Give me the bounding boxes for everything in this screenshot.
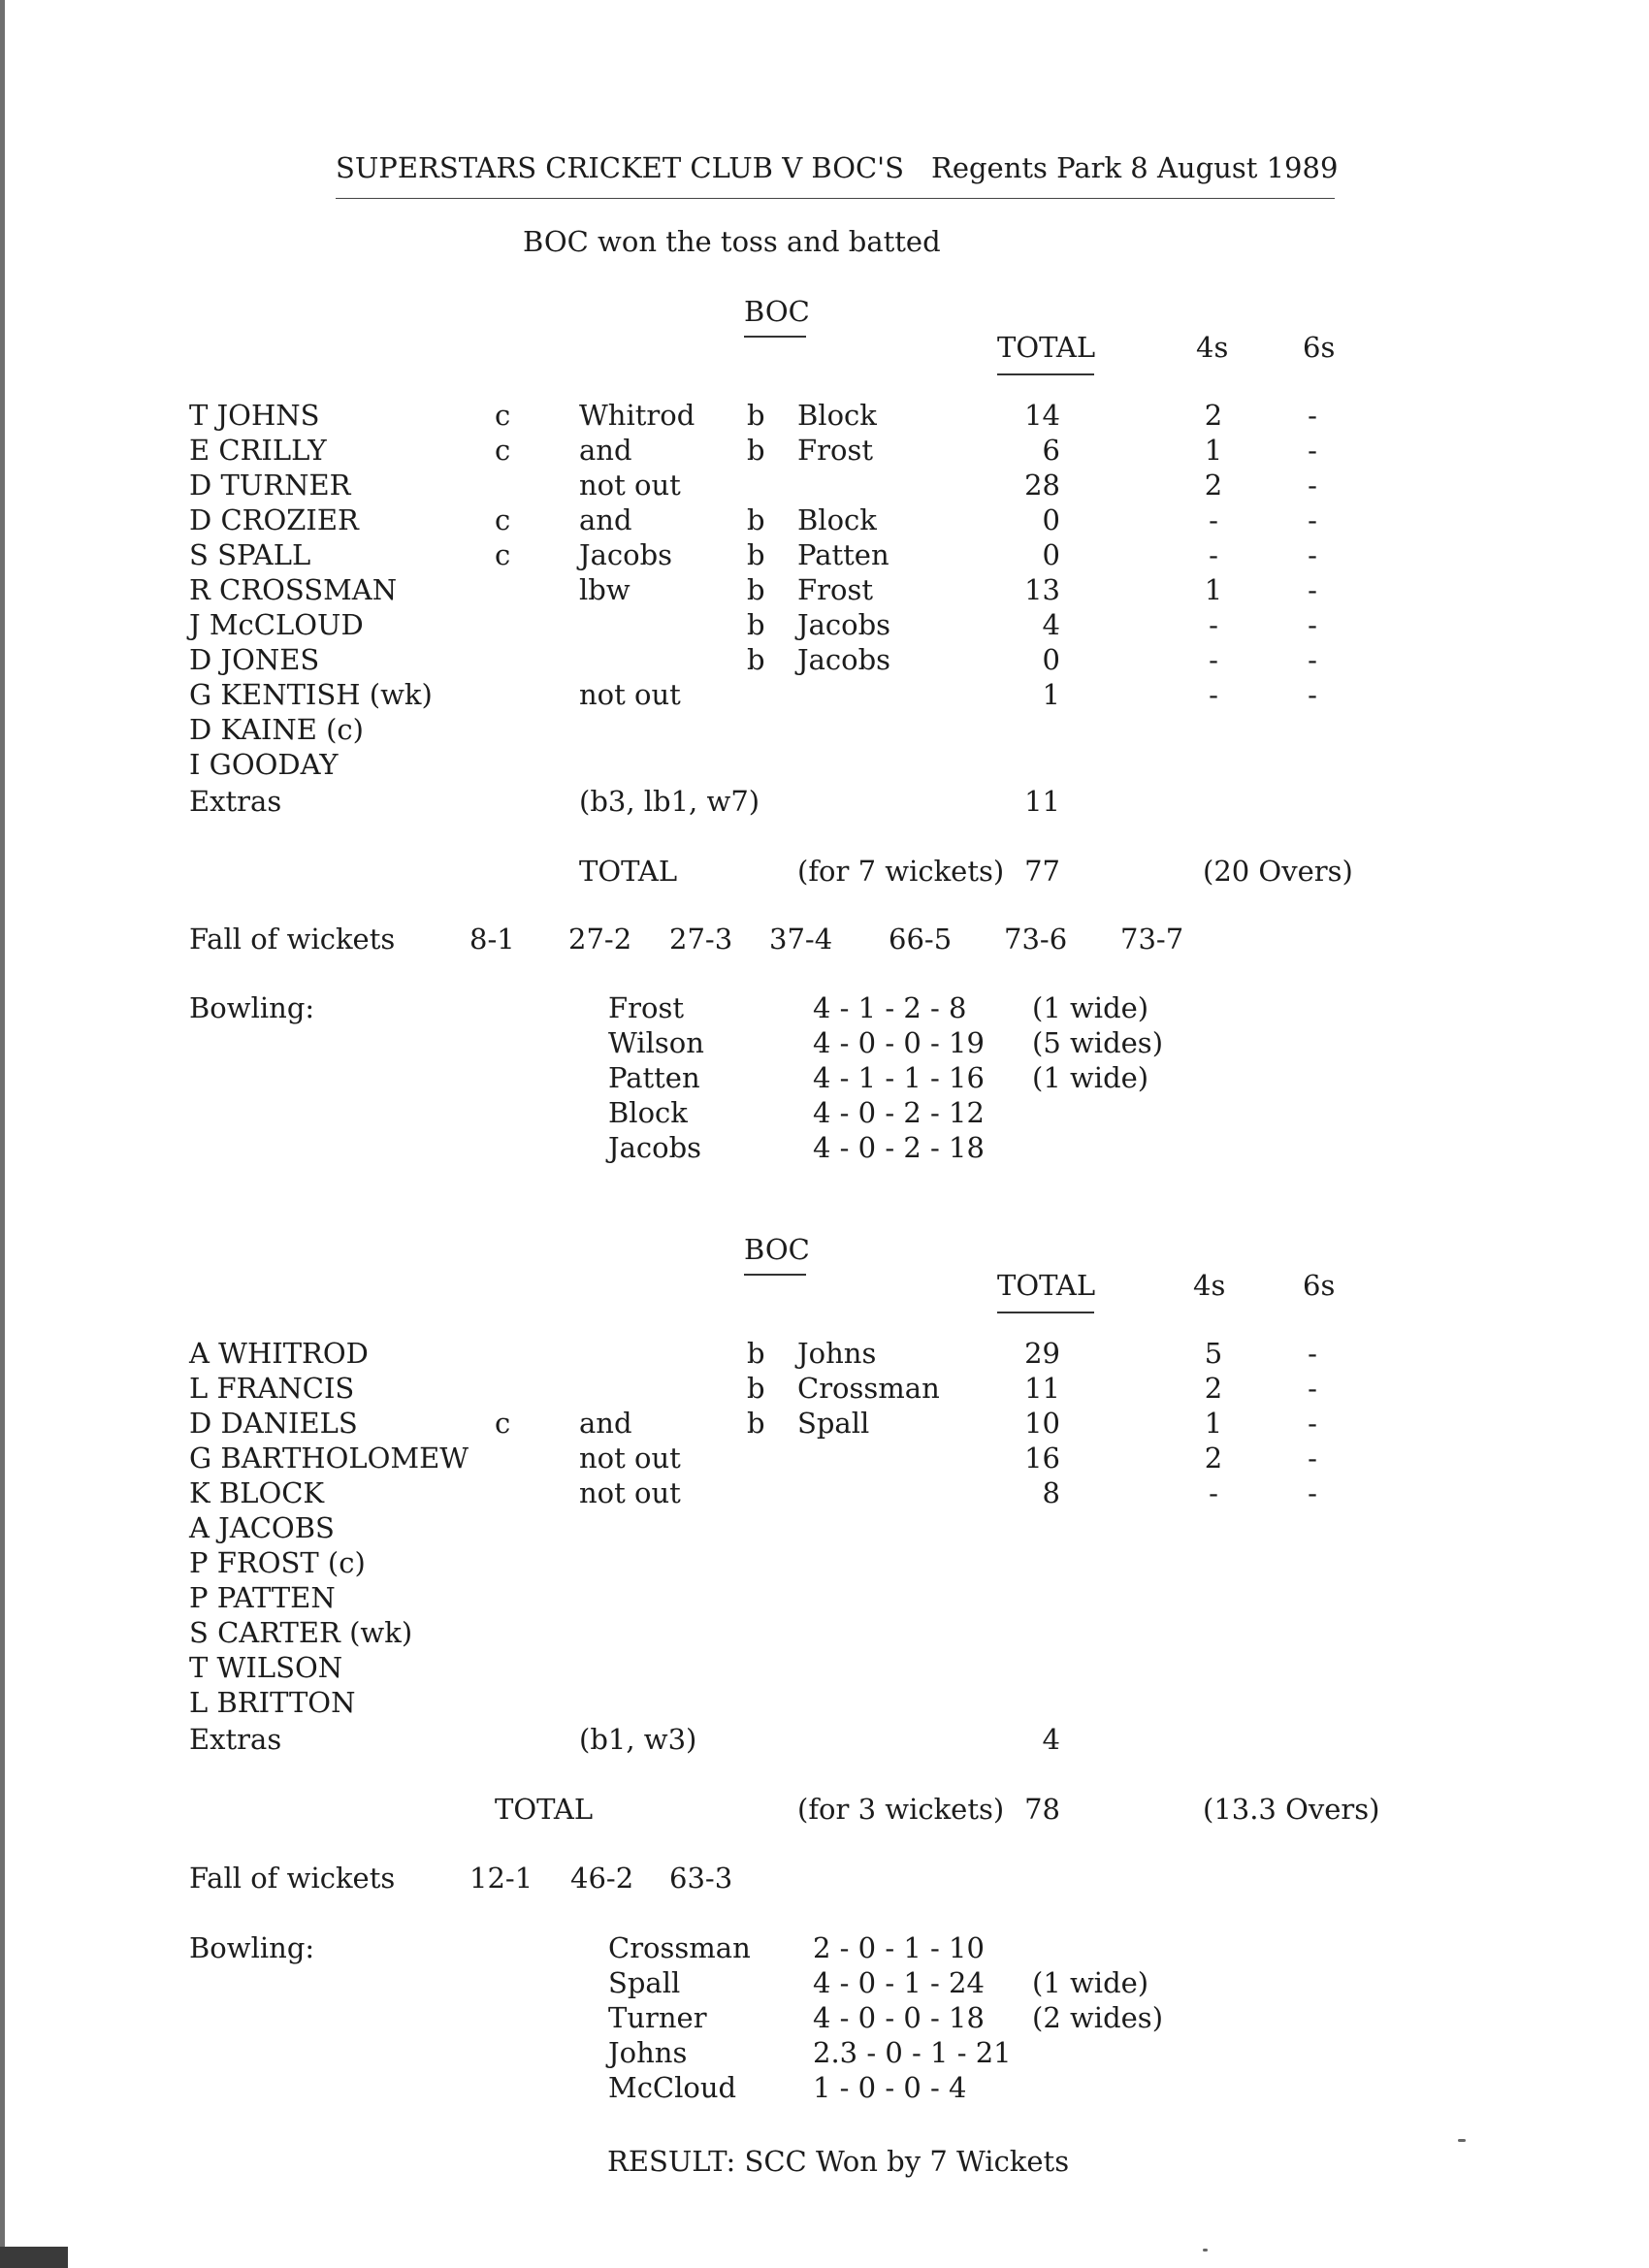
bowler-name: Turner	[608, 2001, 707, 2034]
batsman-fours: -	[1209, 538, 1218, 571]
dismissal-bowler: Block	[797, 503, 877, 536]
batsman-sixes: -	[1308, 678, 1317, 711]
batsman-sixes: -	[1308, 503, 1317, 536]
batsman-fours: -	[1209, 503, 1218, 536]
batsman-sixes: -	[1308, 1372, 1317, 1405]
innings1-extras-runs: 11	[1024, 785, 1060, 818]
fall-of-wicket-entry: 8-1	[469, 923, 515, 956]
dismissal-fielder: not out	[579, 469, 681, 502]
bowler-name: Jacobs	[608, 1131, 702, 1164]
batsman-name: S SPALL	[189, 538, 311, 571]
batsman-runs: 10	[1024, 1407, 1060, 1440]
batsman-runs: 4	[1042, 608, 1060, 641]
batsman-runs: 0	[1042, 503, 1060, 536]
fall-of-wicket-entry: 73-6	[1004, 923, 1068, 956]
batsman-runs: 14	[1024, 399, 1060, 432]
batsman-sixes: -	[1308, 1407, 1317, 1440]
batsman-fours: -	[1209, 678, 1218, 711]
batsman-runs: 0	[1042, 538, 1060, 571]
innings2-total-underline	[997, 1312, 1094, 1313]
dismissal-bowled-marker: b	[747, 573, 765, 606]
batsman-name: T WILSON	[189, 1651, 343, 1684]
batsman-runs: 6	[1042, 434, 1060, 467]
innings2-team: BOC	[744, 1233, 810, 1266]
batsman-name: I GOODAY	[189, 748, 339, 781]
bowler-figures: 1 - 0 - 0 - 4	[813, 2071, 967, 2104]
fall-of-wicket-entry: 63-3	[669, 1862, 733, 1895]
batsman-name: D CROZIER	[189, 503, 359, 536]
batsman-name: E CRILLY	[189, 434, 327, 467]
bowler-figures: 4 - 0 - 1 - 24	[813, 1966, 985, 1999]
fall-of-wicket-entry: 73-7	[1120, 923, 1184, 956]
dismissal-fielder: not out	[579, 1442, 681, 1474]
batsman-name: P FROST (c)	[189, 1546, 366, 1579]
innings2-total-overs: (13.3 Overs)	[1203, 1793, 1380, 1826]
innings1-extras-label: Extras	[189, 785, 282, 818]
dismissal-bowler: Crossman	[797, 1372, 940, 1405]
dismissal-bowled-marker: b	[747, 503, 765, 536]
batsman-runs: 8	[1042, 1476, 1060, 1509]
bowler-name: Wilson	[608, 1026, 704, 1059]
innings2-fow-label: Fall of wickets	[189, 1862, 396, 1895]
bowler-name: Patten	[608, 1061, 700, 1094]
batsman-fours: 2	[1204, 1372, 1223, 1405]
bowler-name: Frost	[608, 991, 684, 1024]
innings1-total-header: TOTAL	[997, 331, 1096, 364]
batsman-fours: -	[1209, 608, 1218, 641]
bowler-figures: 2 - 0 - 1 - 10	[813, 1931, 985, 1964]
dismissal-bowled-marker: b	[747, 1407, 765, 1440]
batsman-name: A JACOBS	[189, 1511, 335, 1544]
dismissal-bowler: Block	[797, 399, 877, 432]
dismissal-bowled-marker: b	[747, 399, 765, 432]
dismissal-fielder: and	[579, 1407, 632, 1440]
dismissal-fielder: lbw	[579, 573, 630, 606]
innings1-fow-label: Fall of wickets	[189, 923, 396, 956]
innings1-total-underline	[997, 373, 1094, 375]
dismissal-caught-marker: c	[495, 399, 511, 432]
dismissal-bowler: Patten	[797, 538, 889, 571]
bowler-wides-note: (1 wide)	[1032, 1966, 1149, 1999]
batsman-name: A WHITROD	[189, 1337, 369, 1370]
bowler-name: Block	[608, 1096, 688, 1129]
batsman-fours: -	[1209, 1476, 1218, 1509]
venue-date: Regents Park 8 August 1989	[931, 151, 1339, 184]
match-title: SUPERSTARS CRICKET CLUB V BOC'S	[336, 151, 905, 184]
fall-of-wicket-entry: 27-2	[568, 923, 632, 956]
scan-speck	[1458, 2139, 1466, 2142]
innings1-total-overs: (20 Overs)	[1203, 855, 1353, 888]
dismissal-bowler: Frost	[797, 573, 873, 606]
batsman-runs: 1	[1042, 678, 1060, 711]
batsman-name: L BRITTON	[189, 1686, 356, 1719]
innings2-total-wickets: (for 3 wickets)	[797, 1793, 1005, 1826]
batsman-sixes: -	[1308, 434, 1317, 467]
toss-note: BOC won the toss and batted	[523, 225, 941, 258]
header-rule	[336, 198, 1335, 199]
batsman-name: D TURNER	[189, 469, 351, 502]
innings1-sixes-header: 6s	[1303, 331, 1336, 364]
scan-corner-shadow	[0, 2247, 68, 2268]
batsman-name: K BLOCK	[189, 1476, 325, 1509]
batsman-sixes: -	[1308, 608, 1317, 641]
fall-of-wicket-entry: 66-5	[889, 923, 953, 956]
batsman-runs: 11	[1024, 1372, 1060, 1405]
batsman-fours: 1	[1204, 573, 1223, 606]
dismissal-bowled-marker: b	[747, 1372, 765, 1405]
batsman-name: D JONES	[189, 643, 320, 676]
batsman-fours: 1	[1204, 1407, 1223, 1440]
innings2-total-header: TOTAL	[997, 1269, 1096, 1302]
innings2-bowling-label: Bowling:	[189, 1931, 315, 1964]
dismissal-bowler: Spall	[797, 1407, 870, 1440]
bowler-name: McCloud	[608, 2071, 737, 2104]
bowler-figures: 2.3 - 0 - 1 - 21	[813, 2036, 1012, 2069]
batsman-name: G BARTHOLOMEW	[189, 1442, 469, 1474]
batsman-sixes: -	[1308, 469, 1317, 502]
bowler-figures: 4 - 0 - 0 - 18	[813, 2001, 985, 2034]
dismissal-bowled-marker: b	[747, 538, 765, 571]
bowler-figures: 4 - 1 - 2 - 8	[813, 991, 967, 1024]
innings2-extras-runs: 4	[1042, 1723, 1060, 1756]
batsman-fours: 5	[1204, 1337, 1223, 1370]
batsman-fours: 2	[1204, 469, 1223, 502]
batsman-sixes: -	[1308, 643, 1317, 676]
batsman-runs: 28	[1024, 469, 1060, 502]
dismissal-fielder: not out	[579, 1476, 681, 1509]
bowler-name: Crossman	[608, 1931, 751, 1964]
dismissal-bowler: Johns	[797, 1337, 877, 1370]
batsman-sixes: -	[1308, 1476, 1317, 1509]
batsman-name: R CROSSMAN	[189, 573, 398, 606]
fall-of-wicket-entry: 12-1	[469, 1862, 534, 1895]
bowler-figures: 4 - 0 - 2 - 12	[813, 1096, 985, 1129]
innings1-extras-detail: (b3, lb1, w7)	[579, 785, 760, 818]
innings2-total-label: TOTAL	[495, 1793, 594, 1826]
innings2-total-runs: 78	[1024, 1793, 1060, 1826]
batsman-name: S CARTER (wk)	[189, 1616, 413, 1649]
batsman-name: T JOHNS	[189, 399, 320, 432]
match-result: RESULT: SCC Won by 7 Wickets	[607, 2145, 1070, 2178]
dismissal-bowler: Jacobs	[797, 643, 891, 676]
dismissal-caught-marker: c	[495, 1407, 511, 1440]
innings1-total-wickets: (for 7 wickets)	[797, 855, 1005, 888]
dismissal-bowled-marker: b	[747, 643, 765, 676]
dismissal-fielder: Whitrod	[579, 399, 695, 432]
batsman-name: P PATTEN	[189, 1581, 336, 1614]
dismissal-caught-marker: c	[495, 538, 511, 571]
batsman-fours: 2	[1204, 399, 1223, 432]
innings2-extras-detail: (b1, w3)	[579, 1723, 697, 1756]
batsman-name: D KAINE (c)	[189, 713, 364, 746]
batsman-runs: 0	[1042, 643, 1060, 676]
dismissal-fielder: and	[579, 434, 632, 467]
dismissal-bowled-marker: b	[747, 608, 765, 641]
dismissal-caught-marker: c	[495, 434, 511, 467]
batsman-fours: -	[1209, 643, 1218, 676]
innings1-total-label: TOTAL	[579, 855, 678, 888]
innings1-team-underline	[744, 336, 806, 338]
innings2-sixes-header: 6s	[1303, 1269, 1336, 1302]
batsman-sixes: -	[1308, 573, 1317, 606]
innings1-bowling-label: Bowling:	[189, 991, 315, 1024]
dismissal-bowled-marker: b	[747, 434, 765, 467]
bowler-name: Spall	[608, 1966, 681, 1999]
bowler-figures: 4 - 1 - 1 - 16	[813, 1061, 985, 1094]
batsman-name: D DANIELS	[189, 1407, 358, 1440]
innings2-extras-label: Extras	[189, 1723, 282, 1756]
batsman-sixes: -	[1308, 1337, 1317, 1370]
innings2-fours-header: 4s	[1193, 1269, 1226, 1302]
fall-of-wicket-entry: 46-2	[570, 1862, 634, 1895]
fall-of-wicket-entry: 27-3	[669, 923, 733, 956]
batsman-runs: 16	[1024, 1442, 1060, 1474]
bowler-name: Johns	[608, 2036, 688, 2069]
batsman-sixes: -	[1308, 399, 1317, 432]
dismissal-bowled-marker: b	[747, 1337, 765, 1370]
bowler-figures: 4 - 0 - 2 - 18	[813, 1131, 985, 1164]
dismissal-caught-marker: c	[495, 503, 511, 536]
dismissal-bowler: Jacobs	[797, 608, 891, 641]
innings1-total-runs: 77	[1024, 855, 1060, 888]
bowler-wides-note: (1 wide)	[1032, 1061, 1149, 1094]
batsman-name: L FRANCIS	[189, 1372, 355, 1405]
dismissal-fielder: not out	[579, 678, 681, 711]
scan-edge-shadow	[0, 0, 5, 2268]
batsman-name: G KENTISH (wk)	[189, 678, 433, 711]
batsman-fours: 1	[1204, 434, 1223, 467]
innings1-fours-header: 4s	[1196, 331, 1229, 364]
scan-speck	[1203, 2249, 1208, 2252]
bowler-wides-note: (5 wides)	[1032, 1026, 1164, 1059]
dismissal-fielder: and	[579, 503, 632, 536]
batsman-runs: 29	[1024, 1337, 1060, 1370]
batsman-sixes: -	[1308, 538, 1317, 571]
innings2-team-underline	[744, 1274, 806, 1276]
innings1-team: BOC	[744, 295, 810, 328]
batsman-fours: 2	[1204, 1442, 1223, 1474]
batsman-runs: 13	[1024, 573, 1060, 606]
dismissal-fielder: Jacobs	[579, 538, 673, 571]
bowler-figures: 4 - 0 - 0 - 19	[813, 1026, 985, 1059]
bowler-wides-note: (1 wide)	[1032, 991, 1149, 1024]
fall-of-wicket-entry: 37-4	[769, 923, 833, 956]
dismissal-bowler: Frost	[797, 434, 873, 467]
batsman-sixes: -	[1308, 1442, 1317, 1474]
bowler-wides-note: (2 wides)	[1032, 2001, 1164, 2034]
batsman-name: J McCLOUD	[189, 608, 364, 641]
